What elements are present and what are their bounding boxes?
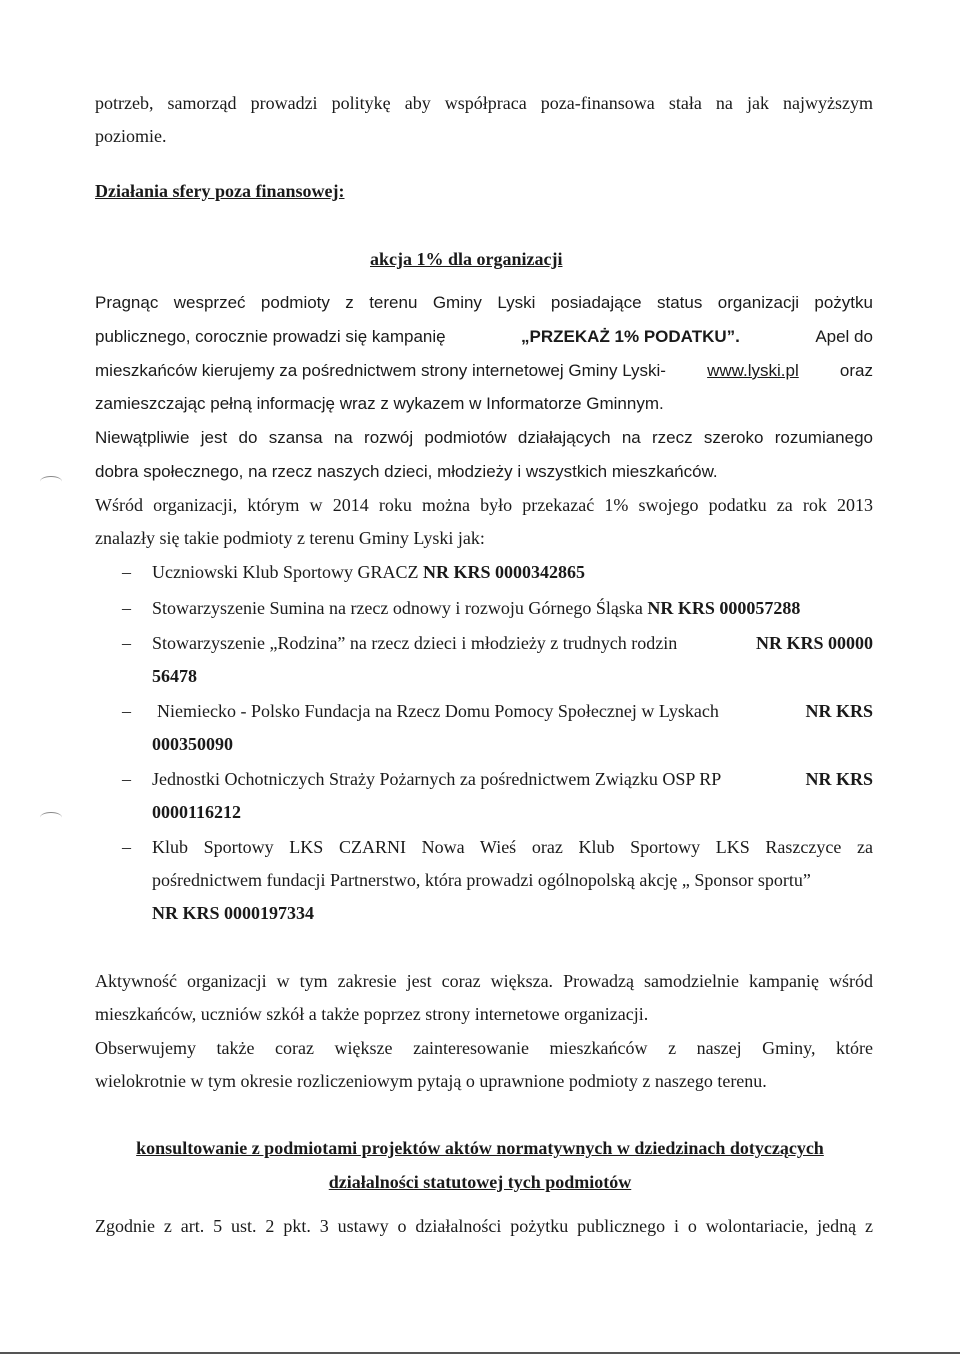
para4-line-1: Aktywność organizacji w tym zakresie jest coraz większa. Prowadzą samodzielnie kampanię wśród — [95, 971, 873, 991]
campaign-line-1: Pragnąc wesprzeć podmioty z terenu Gminy Lyski posiadające status organizacji pożytku — [95, 293, 873, 312]
section-heading: Działania sfery poza finansowej: — [95, 181, 345, 201]
org-name: Uczniowski Klub Sportowy GRACZ — [152, 562, 423, 582]
final-line-1: Zgodnie z art. 5 ust. 2 pkt. 3 ustawy o działalności pożytku publicznego i o wolontariacie, jedną z — [95, 1216, 873, 1236]
org-name: Stowarzyszenie Sumina na rzecz odnowy i rozwoju Górnego Śląska — [152, 598, 648, 618]
krs-number: NR KRS 0000197334 — [152, 903, 315, 923]
krs-number: NR KRS 0000342865 — [423, 562, 586, 582]
list-dash: – — [122, 598, 131, 618]
list-item — [152, 597, 800, 619]
krs-number: NR KRS — [805, 701, 873, 721]
para2-line-1: Niewątpliwie jest do szansa na rozwój podmiotów działających na rzecz szeroko rozumianego — [95, 428, 873, 447]
para4-line-2: mieszkańców, uczniów szkół a także poprzez strony internetowe organizacji. — [95, 1004, 649, 1024]
list-dash: – — [122, 837, 131, 857]
org-name: Stowarzyszenie „Rodzina” na rzecz dzieci i młodzieży z trudnych rodzin — [152, 633, 678, 653]
list-item-line-2: pośrednictwem fundacji Partnerstwo, która prowadzi ogólnopolską akcję „ Sponsor sportu” — [152, 870, 811, 890]
website-link[interactable]: www.lyski.pl — [707, 361, 799, 380]
krs-number-cont: 56478 — [152, 666, 197, 686]
campaign-line-3 — [95, 360, 873, 382]
list-dash: – — [122, 633, 131, 653]
para4-line-3: Obserwujemy także coraz większe zainteresowanie mieszkańców z naszej Gminy, które — [95, 1038, 873, 1058]
scan-mark — [40, 476, 62, 487]
krs-number: NR KRS — [805, 769, 873, 789]
list-item — [157, 700, 873, 722]
org-name: Jednostki Ochotniczych Straży Pożarnych za pośrednictwem Związku OSP RP — [152, 769, 722, 789]
list-dash: – — [122, 562, 131, 582]
intro-line-2: poziomie. — [95, 126, 167, 146]
campaign-name: „PRZEKAŻ 1% PODATKU”. — [521, 327, 740, 346]
campaign-line-2-tail: Apel do — [815, 327, 873, 346]
subheading-1-percent: akcja 1% dla organizacji — [370, 249, 563, 269]
krs-number: NR KRS 000057288 — [647, 598, 801, 618]
scan-mark — [40, 812, 62, 823]
campaign-line-2 — [95, 326, 873, 348]
list-item — [152, 768, 873, 790]
campaign-line-3-tail: oraz — [839, 361, 873, 380]
org-name: Niemiecko - Polsko Fundacja na Rzecz Domu Pomocy Społecznej w Lyskach — [157, 701, 719, 721]
heading-consultation-line-2: działalności statutowej tych podmiotów — [328, 1172, 632, 1192]
krs-number: NR KRS 00000 — [755, 633, 873, 653]
list-dash: – — [122, 701, 131, 721]
list-dash: – — [122, 769, 131, 789]
list-item-line-1: Klub Sportowy LKS CZARNI Nowa Wieś oraz Klub Sportowy LKS Raszczyce za — [152, 837, 873, 857]
para4-line-4: wielokrotnie w tym okresie rozliczeniowym pytają o uprawnione podmioty z naszego terenu. — [95, 1071, 767, 1091]
campaign-line-3-text: mieszkańców kierujemy za pośrednictwem strony internetowej Gminy Lyski- — [95, 361, 666, 380]
heading-consultation-line-1: konsultowanie z podmiotami projektów aktów normatywnych w dziedzinach dotyczących — [136, 1138, 824, 1158]
krs-number-cont: 000350090 — [152, 734, 233, 754]
campaign-line-2-text: publicznego, corocznie prowadzi się kampanię — [95, 327, 446, 346]
list-item — [152, 561, 585, 583]
para3-line-2: znalazły się takie podmioty z terenu Gminy Lyski jak: — [95, 528, 485, 548]
para3-line-1: Wśród organizacji, którym w 2014 roku można było przekazać 1% swojego podatku za rok 2013 — [95, 495, 873, 515]
krs-number-cont: 0000116212 — [152, 802, 242, 822]
intro-line-1: potrzeb, samorząd prowadzi politykę aby współpraca poza-finansowa stała na jak najwyższym — [95, 93, 873, 113]
para2-line-2: dobra społecznego, na rzecz naszych dzieci, młodzieży i wszystkich mieszkańców. — [95, 462, 718, 481]
list-item — [152, 632, 873, 654]
scan-edge — [0, 1352, 960, 1354]
campaign-line-4: zamieszczając pełną informację wraz z wykazem w Informatorze Gminnym. — [95, 394, 664, 413]
